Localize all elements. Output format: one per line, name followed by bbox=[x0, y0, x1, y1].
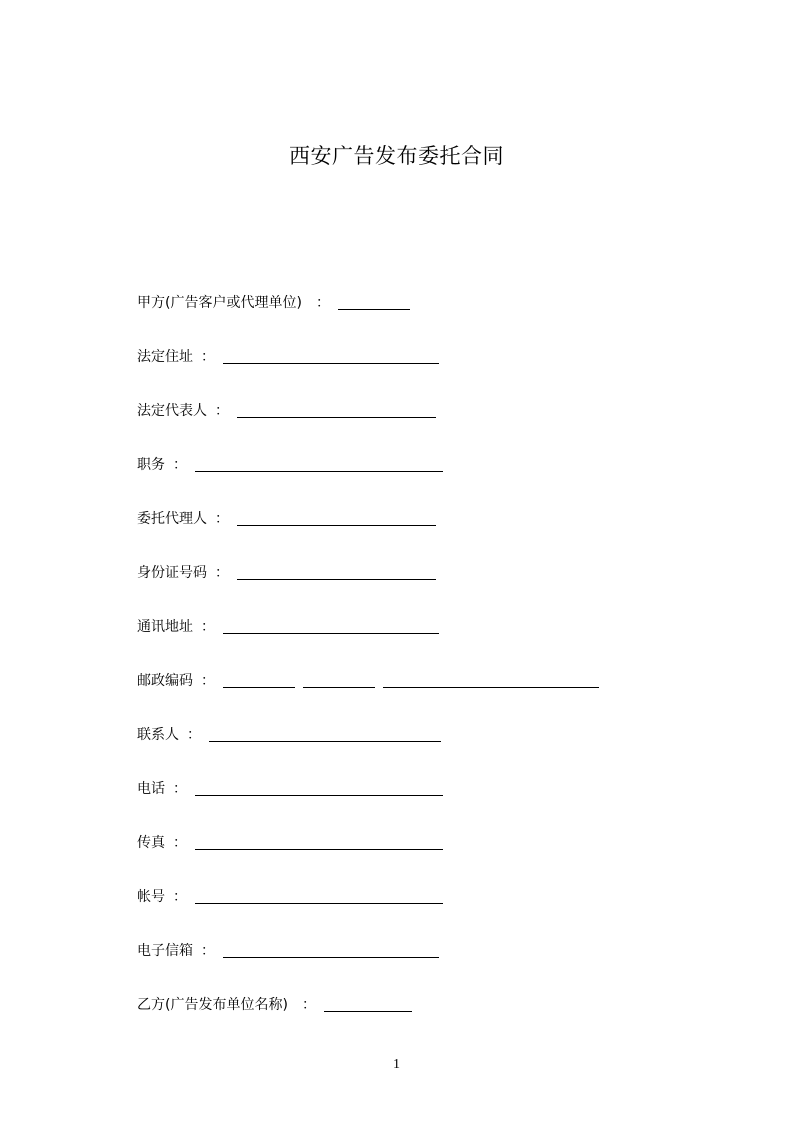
page-number: 1 bbox=[393, 1057, 400, 1072]
mailing-address-colon: ： bbox=[201, 619, 215, 635]
contact-person-label: 联系人 bbox=[137, 727, 179, 743]
postal-code-colon: ： bbox=[201, 673, 215, 689]
authorized-agent-colon: ： bbox=[215, 511, 229, 527]
account-label: 帐号 bbox=[137, 889, 165, 905]
party-a-colon: ： bbox=[315, 295, 330, 311]
email-colon: ： bbox=[201, 943, 215, 959]
mailing-address-row bbox=[137, 613, 439, 637]
authorized-agent-row bbox=[137, 505, 436, 529]
position-row bbox=[137, 451, 443, 475]
account-row bbox=[137, 883, 443, 907]
email-row bbox=[137, 937, 439, 961]
party-a-label: 甲方(广告客户或代理单位) bbox=[137, 295, 302, 311]
party-b-blank[interactable] bbox=[324, 996, 412, 1012]
mailing-address-label: 通讯地址 bbox=[137, 619, 193, 635]
phone-label: 电话 bbox=[137, 781, 165, 797]
phone-blank[interactable] bbox=[195, 780, 443, 796]
fax-blank[interactable] bbox=[195, 834, 443, 850]
party-a-row bbox=[137, 289, 410, 313]
mailing-address-blank[interactable] bbox=[223, 618, 439, 634]
authorized-agent-label: 委托代理人 bbox=[137, 511, 207, 527]
postal-code-row bbox=[137, 667, 599, 691]
email-label: 电子信箱 bbox=[137, 943, 193, 959]
id-number-blank[interactable] bbox=[237, 564, 436, 580]
postal-code-blank-2[interactable] bbox=[303, 672, 375, 688]
phone-row bbox=[137, 775, 443, 799]
position-colon: ： bbox=[173, 457, 187, 473]
party-b-row bbox=[137, 991, 412, 1015]
authorized-agent-blank[interactable] bbox=[237, 510, 436, 526]
fax-colon: ： bbox=[173, 835, 187, 851]
legal-address-blank[interactable] bbox=[223, 348, 439, 364]
id-number-row bbox=[137, 559, 436, 583]
postal-code-blank-1[interactable] bbox=[223, 672, 295, 688]
position-blank[interactable] bbox=[195, 456, 443, 472]
contact-person-blank[interactable] bbox=[209, 726, 441, 742]
party-a-blank[interactable] bbox=[338, 294, 410, 310]
legal-representative-label: 法定代表人 bbox=[137, 403, 207, 419]
account-blank[interactable] bbox=[195, 888, 443, 904]
id-number-colon: ： bbox=[215, 565, 229, 581]
phone-colon: ： bbox=[173, 781, 187, 797]
contact-person-row bbox=[137, 721, 441, 745]
legal-address-colon: ： bbox=[201, 349, 215, 365]
email-blank[interactable] bbox=[223, 942, 439, 958]
account-colon: ： bbox=[173, 889, 187, 905]
legal-representative-blank[interactable] bbox=[237, 402, 436, 418]
position-label: 职务 bbox=[137, 457, 165, 473]
legal-representative-colon: ： bbox=[215, 403, 229, 419]
postal-code-label: 邮政编码 bbox=[137, 673, 193, 689]
party-b-label: 乙方(广告发布单位名称) bbox=[137, 997, 288, 1013]
document-title: 西安广告发布委托合同 bbox=[289, 144, 504, 168]
party-b-colon: ： bbox=[301, 997, 316, 1013]
id-number-label: 身份证号码 bbox=[137, 565, 207, 581]
postal-code-blank-3[interactable] bbox=[383, 672, 599, 688]
fax-label: 传真 bbox=[137, 835, 165, 851]
legal-address-row bbox=[137, 343, 439, 367]
contact-person-colon: ： bbox=[187, 727, 201, 743]
legal-address-label: 法定住址 bbox=[137, 349, 193, 365]
fax-row bbox=[137, 829, 443, 853]
legal-representative-row bbox=[137, 397, 436, 421]
